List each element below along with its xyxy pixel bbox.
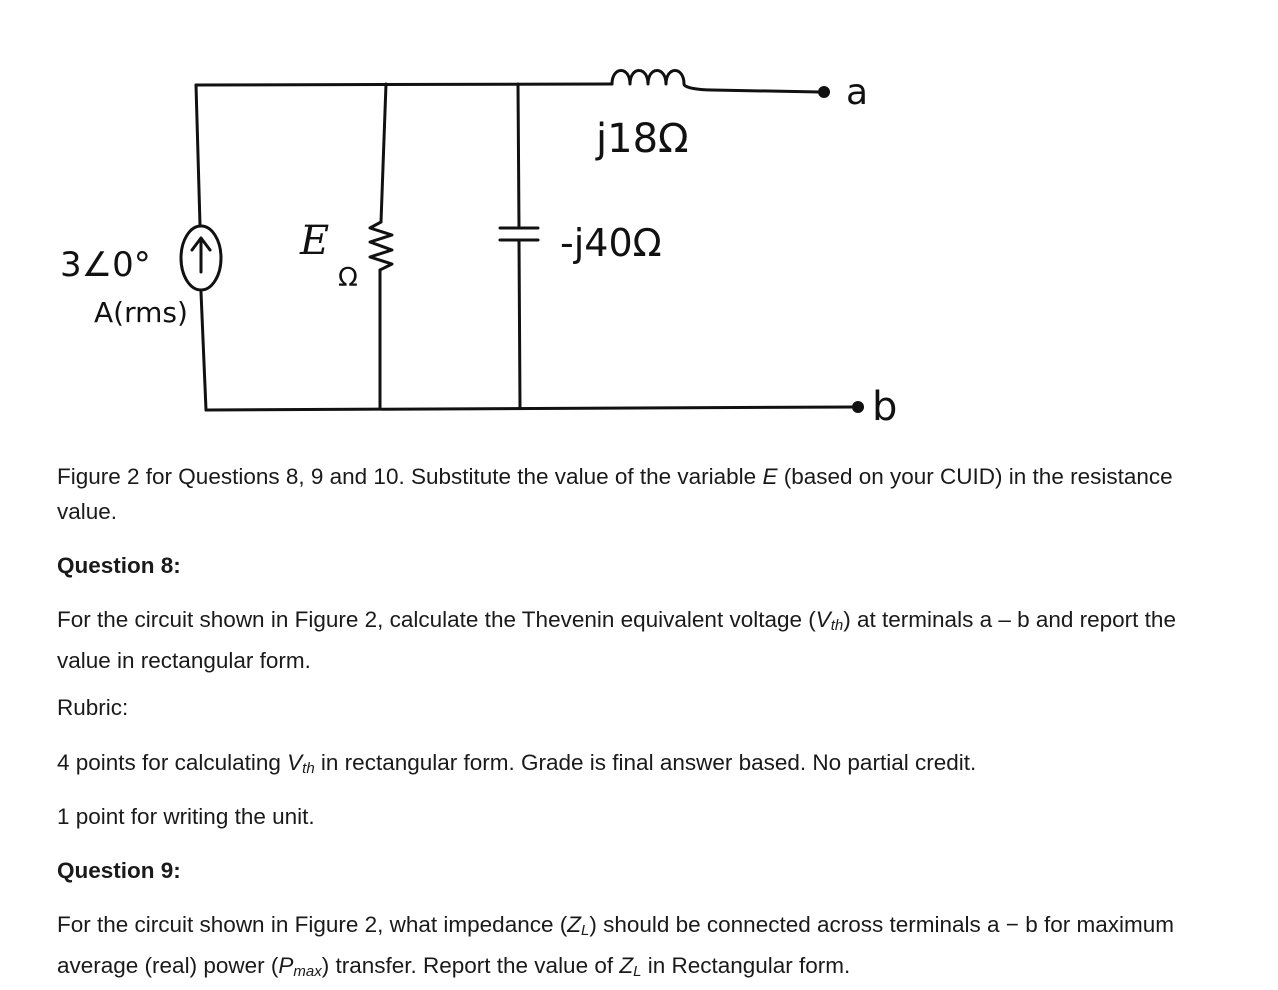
- inductor-label: j18Ω: [596, 116, 689, 162]
- resistor-label: E: [300, 218, 330, 264]
- q9-z2-symbol: Z: [619, 953, 634, 978]
- q9-text-4: in Rectangular form.: [641, 953, 851, 978]
- terminal-a-dot: [818, 86, 830, 98]
- q9-p-symbol: P: [278, 953, 294, 978]
- terminal-b-dot: [852, 401, 864, 413]
- q9-p-subscript: max: [293, 963, 322, 980]
- left-wire-upper: [196, 85, 200, 225]
- left-wire-lower: [201, 292, 206, 410]
- q9-text-2: ) should be connected across terminals a − b for maximum average (real) power (: [57, 912, 1174, 978]
- resistor-unit: Ω: [338, 263, 358, 293]
- caption-variable: E: [762, 464, 778, 489]
- caption-text-1: Figure 2 for Questions 8, 9 and 10. Substitute the value of the variable: [57, 464, 763, 489]
- inductor-coil: [612, 71, 712, 91]
- rubric-item-2: 1 point for writing the unit.: [57, 804, 315, 829]
- q8-text-1: For the circuit shown in Figure 2, calculate the Thevenin equivalent voltage (: [57, 607, 816, 632]
- rubric-1-v: V: [287, 750, 303, 775]
- source-label-top: 3∠0°: [60, 245, 151, 285]
- circuit-figure: [0, 0, 1278, 450]
- resistor-zigzag: [370, 222, 392, 270]
- resistor-wire-upper: [381, 84, 386, 222]
- q9-heading: Question 9:: [57, 858, 181, 883]
- q9-z2-subscript: L: [633, 963, 642, 980]
- q9-text: [57, 907, 1227, 989]
- caption-text-2: (based on your CUID) in the resistance value.: [57, 464, 1173, 524]
- current-arrow: [192, 238, 210, 272]
- source-label-bottom: A(rms): [94, 296, 188, 329]
- bottom-wire: [206, 407, 855, 410]
- capacitor-wire-lower: [519, 240, 520, 408]
- rubric-label: Rubric:: [57, 695, 129, 720]
- q8-v-symbol: V: [815, 607, 831, 632]
- top-wire: [196, 84, 612, 85]
- q8-text: [57, 602, 1227, 678]
- q8-heading: Question 8:: [57, 553, 181, 578]
- q8-v-subscript: th: [830, 617, 844, 634]
- figure-caption: [57, 459, 1227, 529]
- q9-text-3: ) transfer. Report the value of: [321, 953, 620, 978]
- top-wire-right: [712, 90, 820, 92]
- rubric-1-post: in rectangular form. Grade is final answer based. No partial credit.: [314, 750, 977, 775]
- rubric-1-sub: th: [302, 760, 315, 777]
- capacitor-label: -j40Ω: [560, 221, 662, 265]
- terminal-b-label: b: [872, 384, 898, 430]
- rubric-item-1: [57, 745, 1227, 786]
- terminal-a-label: a: [846, 72, 869, 113]
- capacitor-wire-upper: [518, 84, 519, 228]
- q9-text-1: For the circuit shown in Figure 2, what impedance (: [57, 912, 568, 937]
- q8-text-2: ) at terminals a – b and report the value in rectangular form.: [57, 607, 1176, 673]
- q9-z-subscript: L: [580, 922, 590, 939]
- q9-z-symbol: Z: [567, 912, 581, 937]
- rubric-1-pre: 4 points for calculating: [57, 750, 288, 775]
